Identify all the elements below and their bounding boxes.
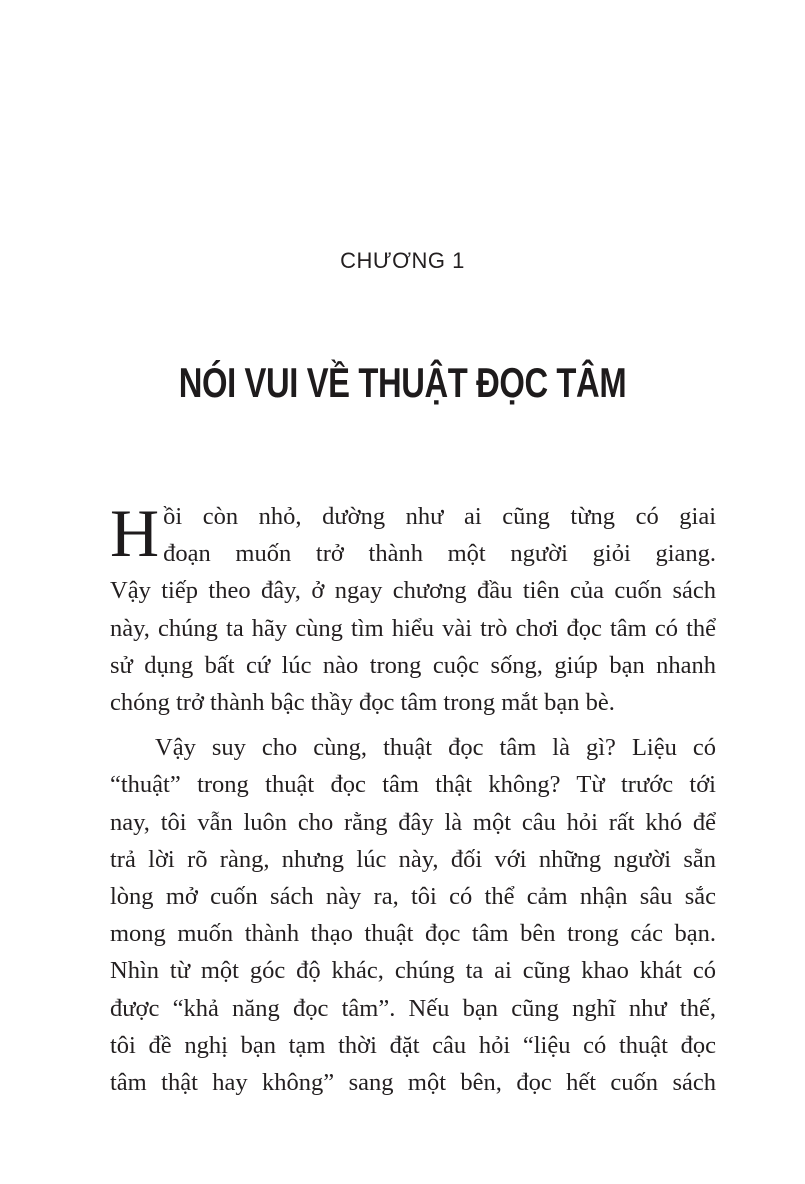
text-line: nay, tôi vẫn luôn cho rằng đây là một câu hỏi rất khó để <box>110 808 716 836</box>
text-line: Vậy suy cho cùng, thuật đọc tâm là gì? Liệu có <box>155 734 716 762</box>
text-line: này, chúng ta hãy cùng tìm hiểu vài trò chơi đọc tâm có thể <box>110 614 716 642</box>
body-text <box>110 495 716 1109</box>
text-line: Nhìn từ một góc độ khác, chúng ta ai cũng khao khát có <box>110 957 716 985</box>
paragraph-2 <box>110 729 716 1101</box>
text-line: đoạn muốn trở thành một người giỏi giang. <box>163 540 716 568</box>
text-line: ồi còn nhỏ, dường như ai cũng từng có giai <box>163 503 716 530</box>
text-line: Vậy tiếp theo đây, ở ngay chương đầu tiên của cuốn sách <box>110 577 716 605</box>
drop-cap: H <box>110 495 160 571</box>
chapter-title: NÓI VUI VỀ THUẬT ĐỌC TÂM <box>178 359 627 406</box>
text-line: lòng mở cuốn sách này ra, tôi có thể cảm nhận sâu sắc <box>110 883 716 911</box>
text-line: được “khả năng đọc tâm”. Nếu bạn cũng nghĩ như thế, <box>110 994 716 1022</box>
text-line: chóng trở thành bậc thầy đọc tâm trong mắt bạn bè. <box>110 689 615 717</box>
text-line: mong muốn thành thạo thuật đọc tâm bên trong các bạn. <box>110 920 716 948</box>
chapter-label: CHƯƠNG 1 <box>340 248 465 273</box>
text-line: “thuật” trong thuật đọc tâm thật không? Từ trước tới <box>110 771 716 799</box>
text-line: sử dụng bất cứ lúc nào trong cuộc sống, giúp bạn nhanh <box>110 651 716 679</box>
paragraph-1 <box>110 495 716 721</box>
text-line: tôi đề nghị bạn tạm thời đặt câu hỏi “liệu có thuật đọc <box>110 1031 716 1059</box>
text-line: tâm thật hay không” sang một bên, đọc hết cuốn sách <box>110 1069 716 1097</box>
text-line: trả lời rõ ràng, nhưng lúc này, đối với những người sẵn <box>110 845 716 873</box>
